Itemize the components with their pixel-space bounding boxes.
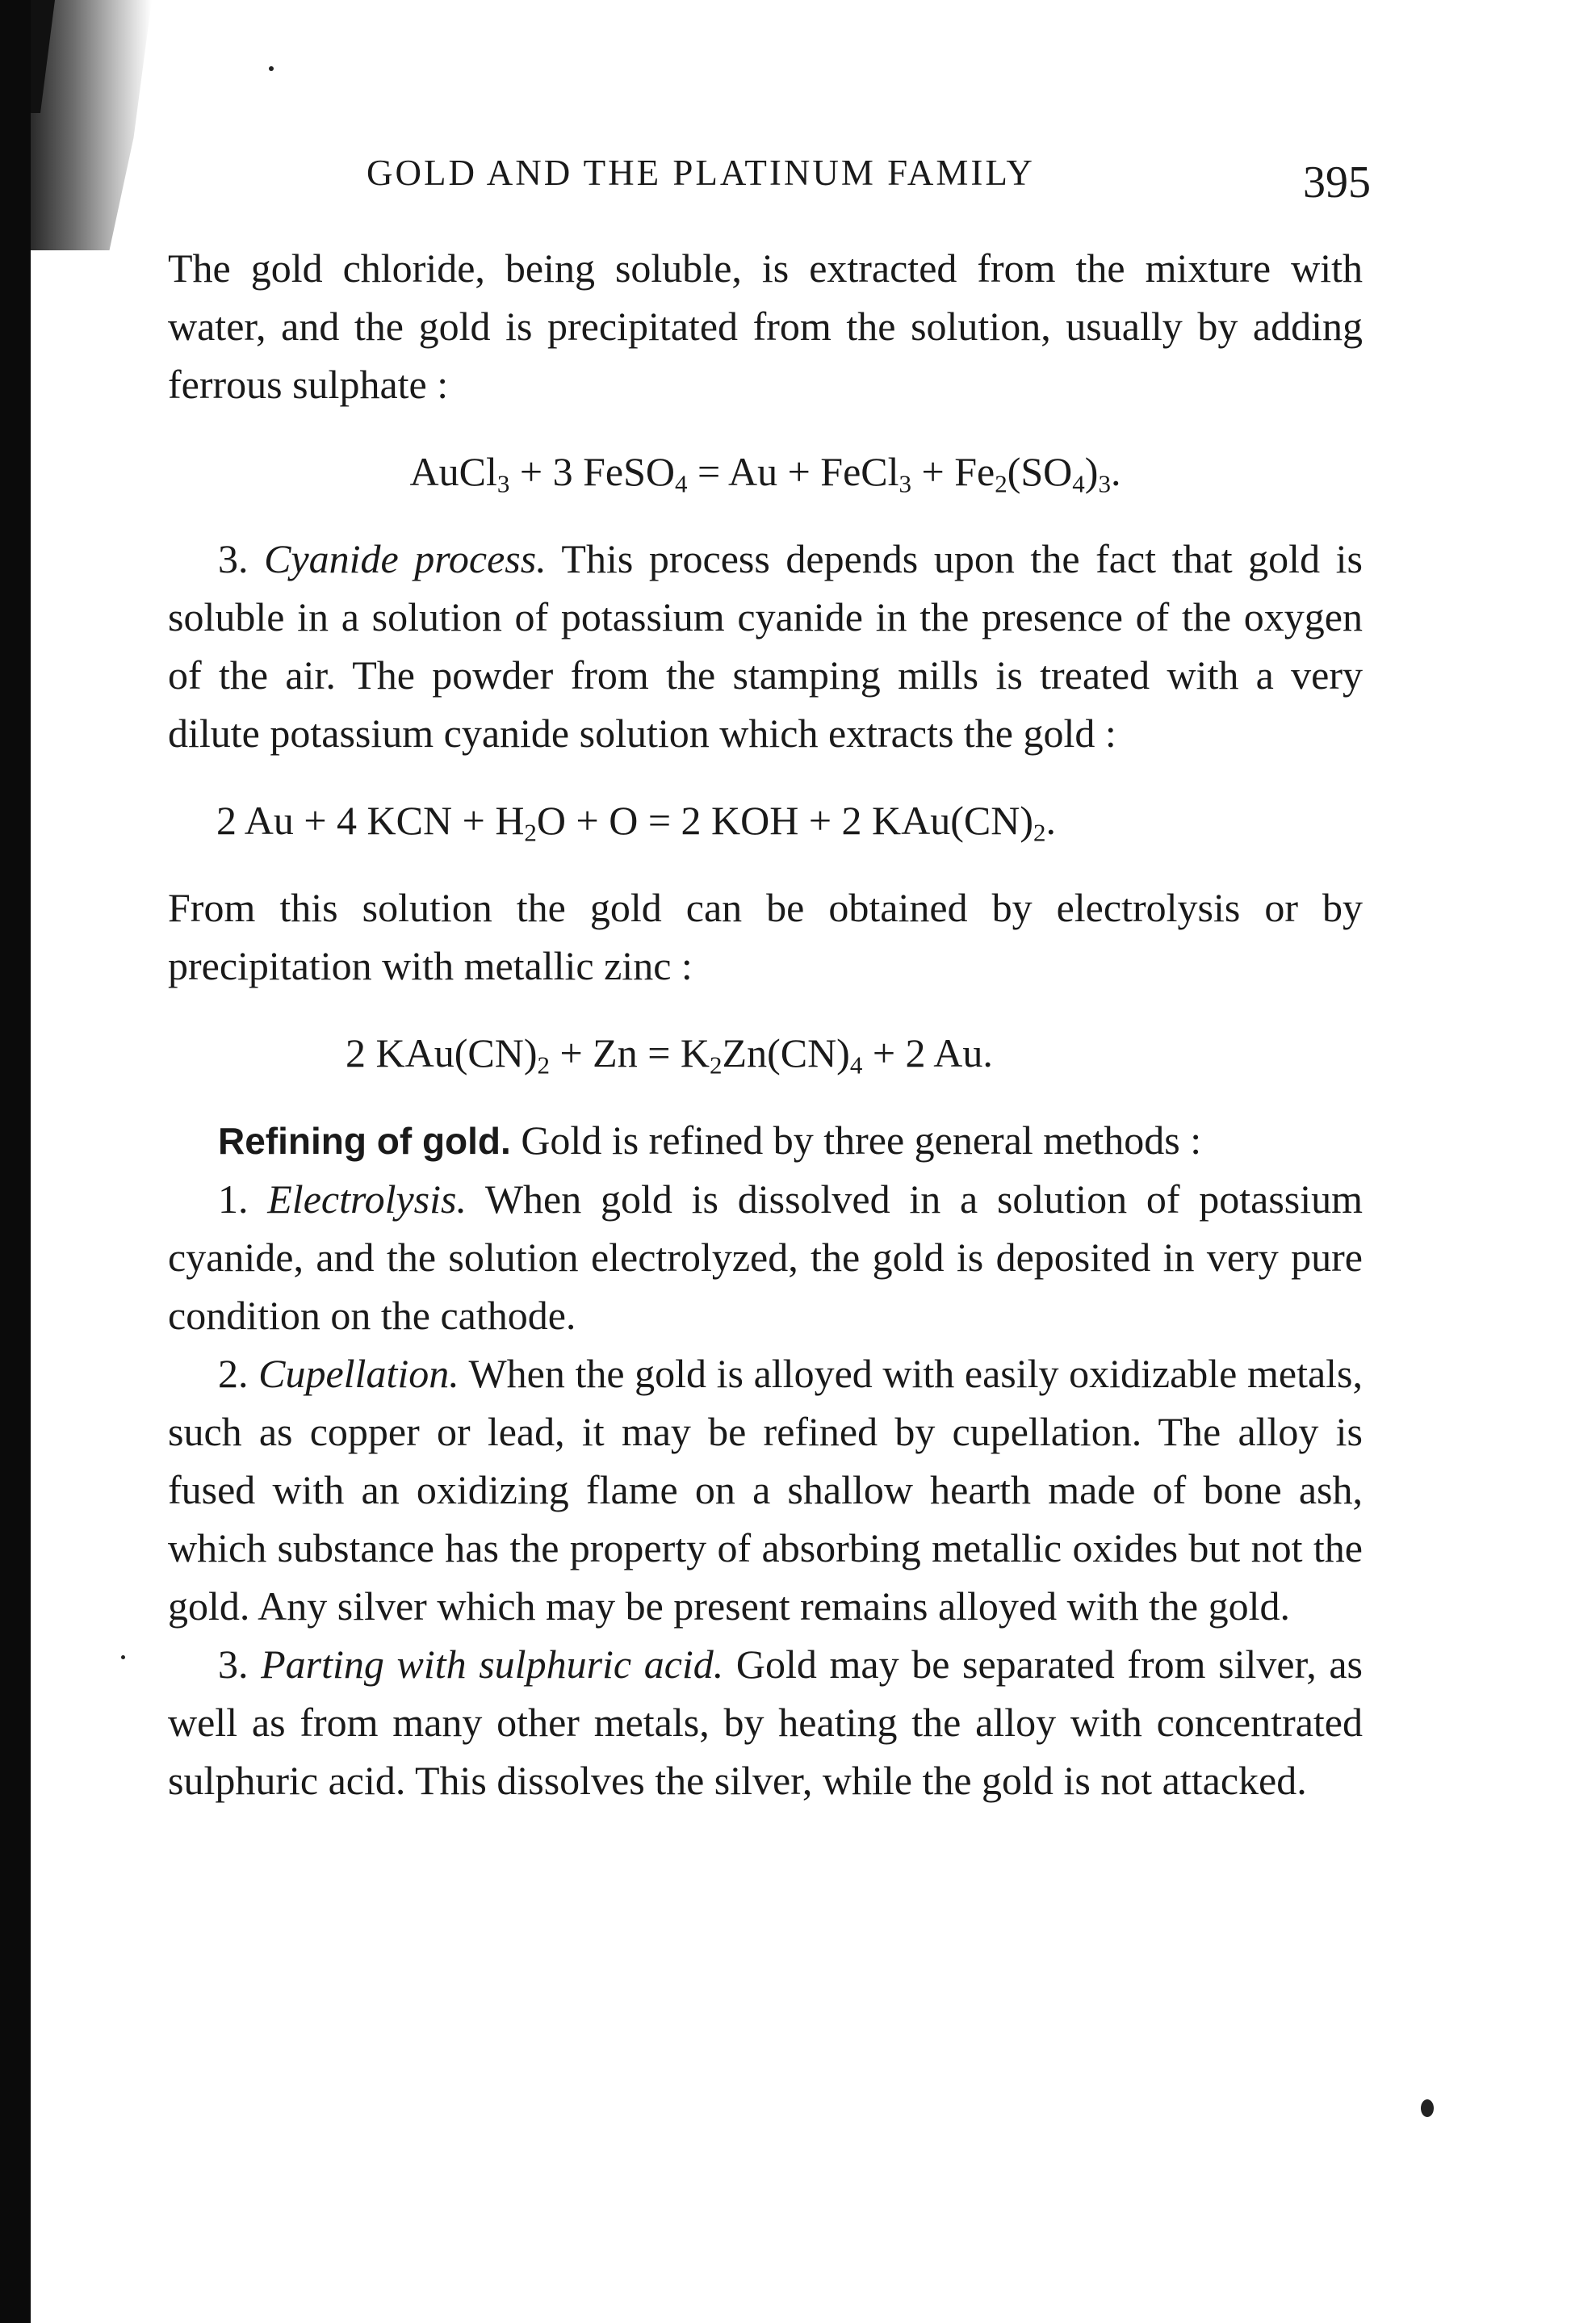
equation-cyanide: 2 Au + 4 KCN + $H_2O + O = 2$ KOH + 2 $KAu(CN)_2$. <box>216 798 1057 847</box>
parting-title: Parting with sulphuric acid. <box>261 1642 724 1687</box>
paragraph-cupellation: 2. Cupellation. When the gold is alloyed with easily oxidizable metals, such as copper or lead, it may be refined by cupellation. The alloy is fused with an oxidizing flame on a shallow hearth made of bone ash, which substance has the property of absorbing metallic oxides but not the gold. Any silver which may be present remains alloyed with the gold. <box>168 1351 1364 1629</box>
body-text <box>168 239 1363 1809</box>
paragraph-electrolysis: 1. Electrolysis. When gold is dissolved in a solution of potassium cyanide, and the solution electrolyzed, the gold is deposited in very pure condition on the cathode. <box>168 1176 1364 1338</box>
equation-zinc: 2 $KAu(CN)_2 + Zn = K_2Zn(CN)_4 + 2$ Au. <box>346 1030 993 1080</box>
refining-heading: Refining of gold. <box>218 1120 511 1162</box>
ink-speck <box>269 66 274 71</box>
paragraph-gold-chloride: The gold chloride, being soluble, is extracted from the mixture with water, and the gold is precipitated from the solution, usually by adding ferrous sulphate : <box>168 245 1363 407</box>
cyanide-process-title: Cyanide process. <box>264 536 547 581</box>
page-binding-shadow <box>0 0 31 2323</box>
running-head <box>168 137 1371 210</box>
electrolysis-title: Electrolysis. <box>267 1176 467 1222</box>
running-title: GOLD AND THE PLATINUM FAMILY <box>367 153 1035 193</box>
book-page <box>168 137 1371 1809</box>
page-number: 395 <box>1303 157 1371 208</box>
ink-speck <box>121 1655 125 1659</box>
paragraph-electrolysis-precipitation: From this solution the gold can be obtained by electrolysis or by precipitation with metallic zinc : <box>168 885 1363 988</box>
cupellation-title: Cupellation. <box>258 1351 459 1396</box>
ink-speck <box>1421 2099 1434 2117</box>
paragraph-refining: Refining of gold. Gold is refined by three general methods : <box>218 1117 1202 1163</box>
paragraph-parting: 3. Parting with sulphuric acid. Gold may be separated from silver, as well as from many other metals, by heating the alloy with concentrated sulphuric acid. This dissolves the silver, while the gold is not attacked. <box>168 1642 1363 1803</box>
paragraph-cyanide-process: 3. Cyanide process. This process depends upon the fact that gold is soluble in a solution of potassium cyanide in the presence of the oxygen of the air. The powder from the stamping mills is treated with a very dilute potassium cyanide solution which extracts the gold : <box>168 536 1364 756</box>
equation-ferrous-sulphate: AuCl$_3$ + 3 FeSO$_4$ = Au + FeCl$_3$ + $Fe_2(SO_4)_3$. <box>409 449 1121 498</box>
